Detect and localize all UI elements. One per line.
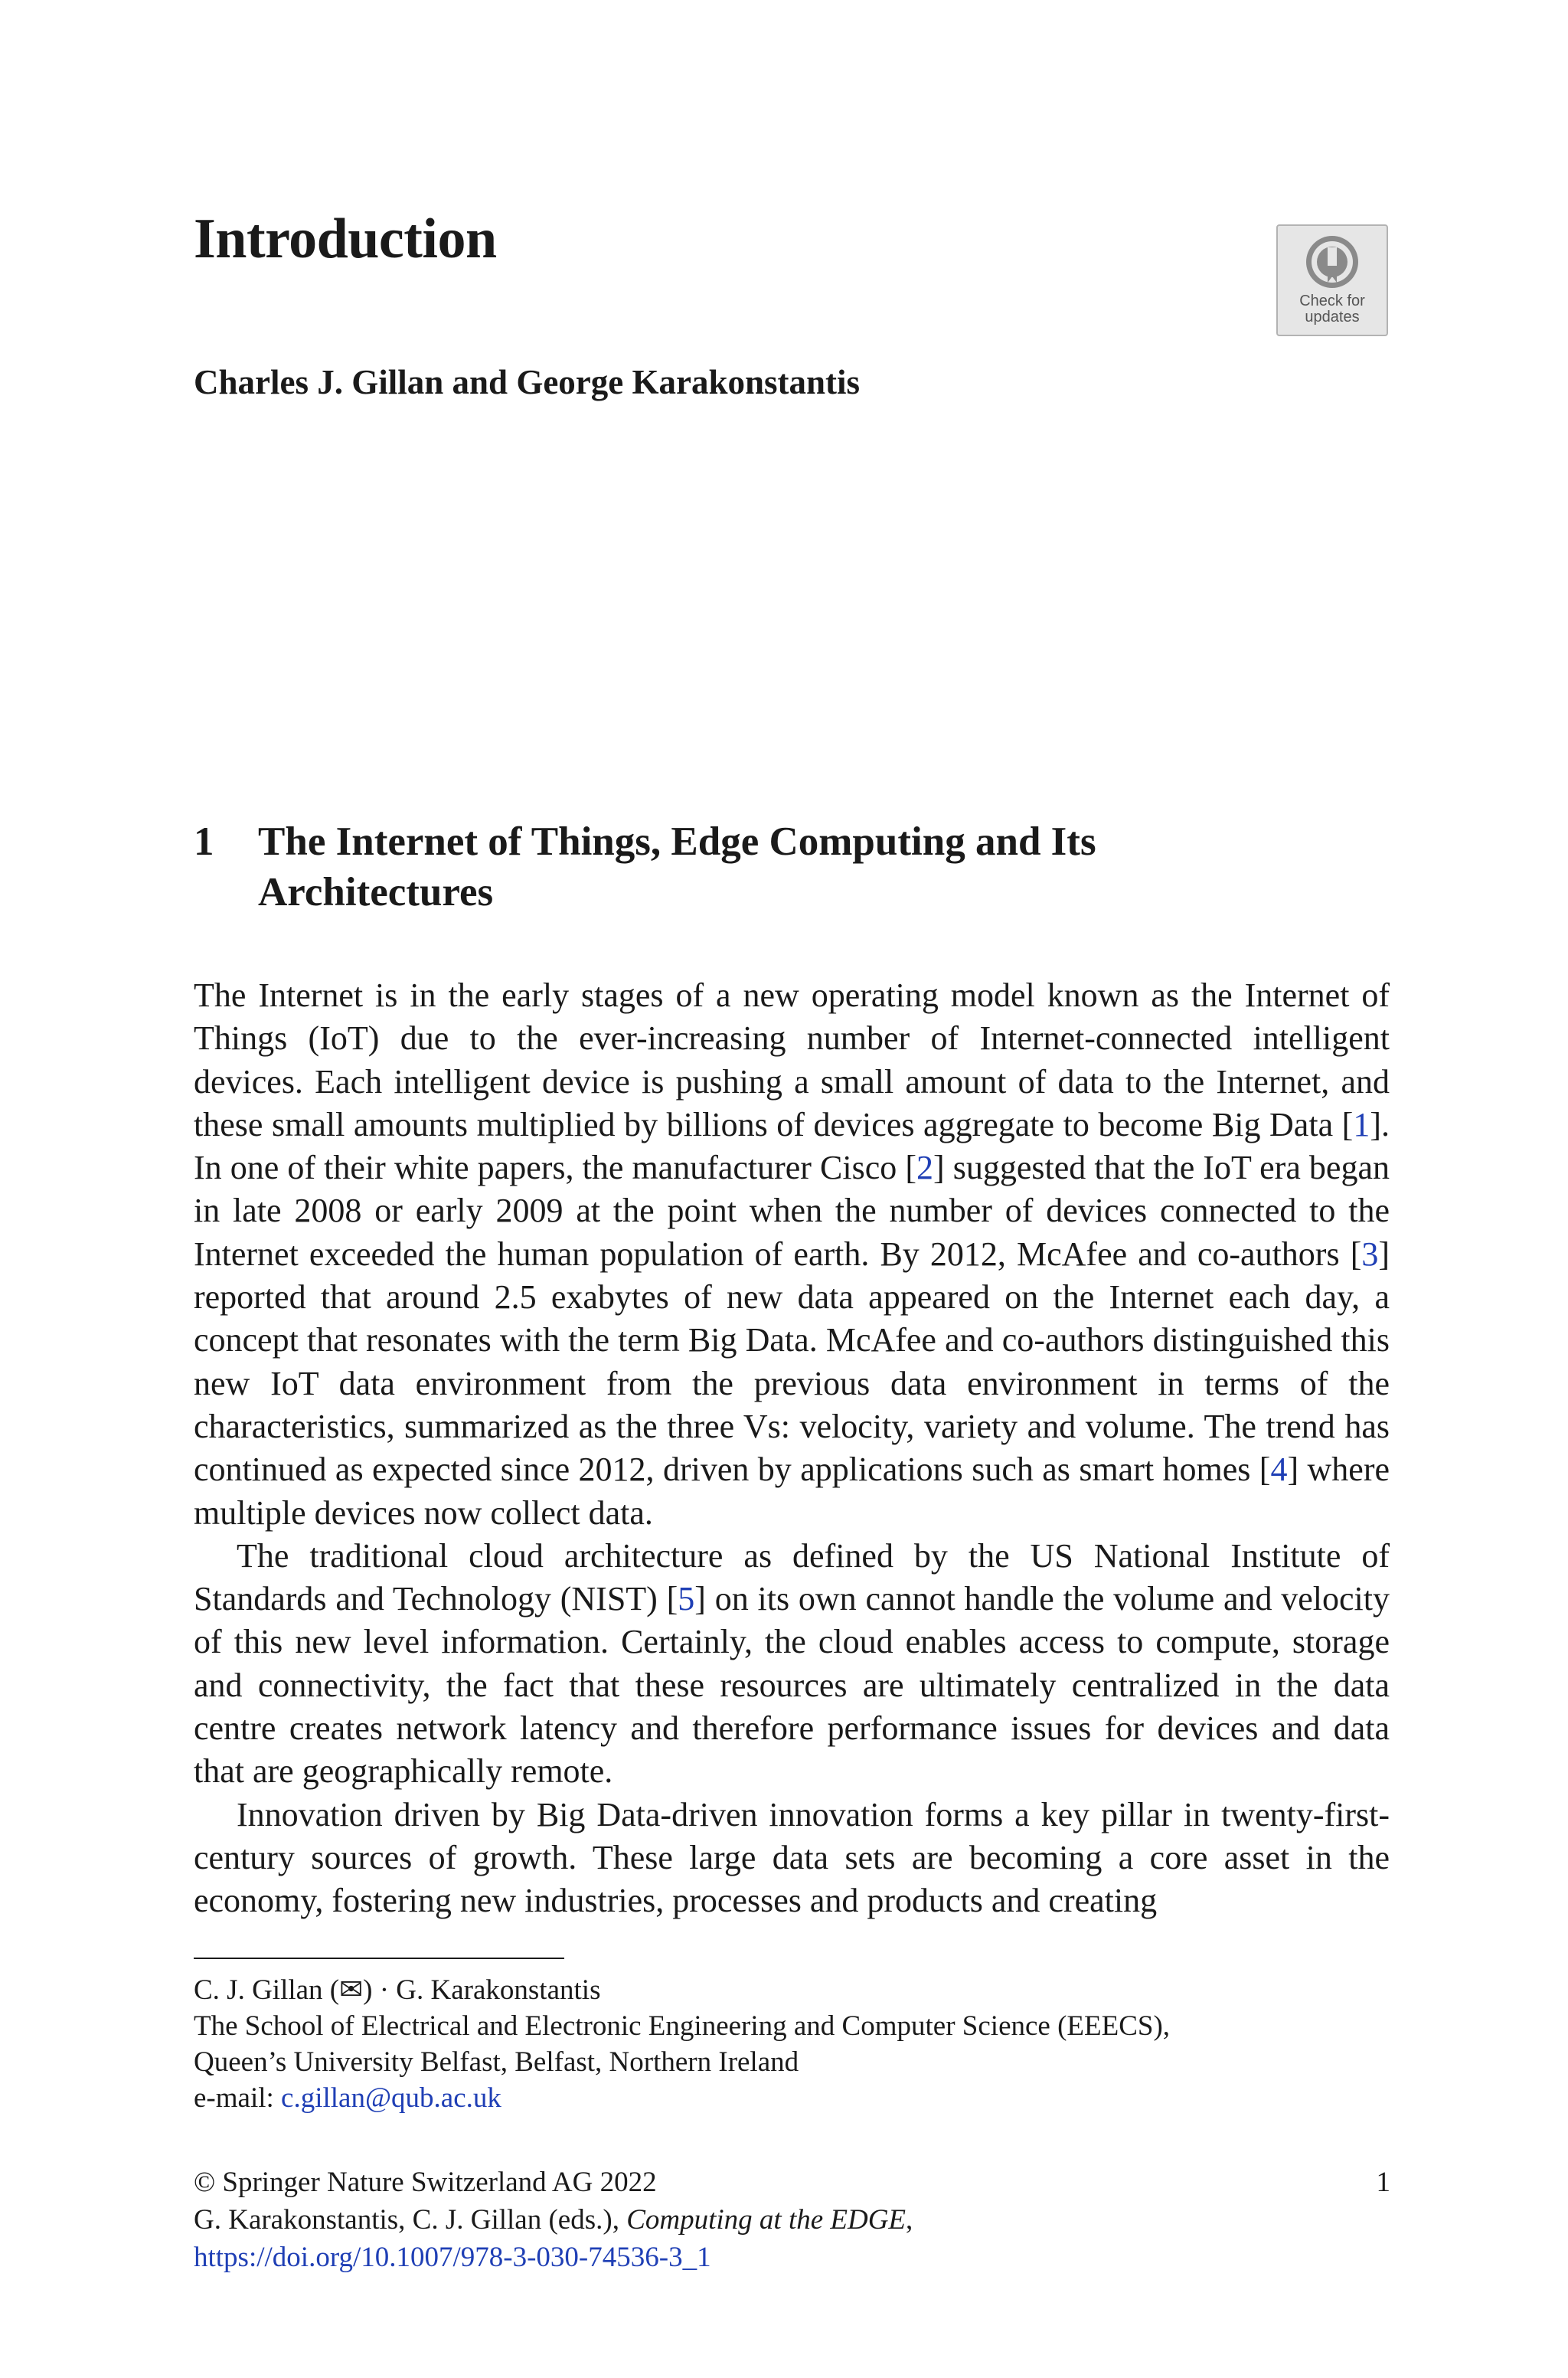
- paragraph-text: Innovation driven by Big Data-driven innovation forms a key pillar in twenty-first-century sources of growth. These large data sets are becoming a core asset in the economy, fostering new industries, processes and products and creating: [194, 1795, 1390, 1920]
- citation-link[interactable]: 5: [678, 1580, 695, 1618]
- envelope-icon: ✉: [339, 1974, 364, 2006]
- citation-editors: G. Karakonstantis, C. J. Gillan (eds.),: [194, 2204, 627, 2236]
- paragraph-text: ] on its own cannot handle the volume and velocity of this new level information. Certainly, the cloud enables access to compute, storage and connectivity, the fact that these resources are ultimately centralized in the data centre creates network latency and therefore performance issues for devices and data that are geographically remote.: [194, 1580, 1390, 1791]
- section-number: 1: [194, 819, 214, 864]
- copyright-block: [194, 2164, 1390, 2276]
- paragraph-text: The traditional cloud architecture as defined by the US National Institute of Standards and Technology (NIST) [: [194, 1536, 1390, 1618]
- paragraph: [194, 1535, 1390, 1794]
- chapter-title: Introduction: [194, 208, 497, 270]
- check-for-updates-badge[interactable]: [1276, 224, 1388, 336]
- body-text: [194, 974, 1390, 1923]
- copyright-line: © Springer Nature Switzerland AG 2022: [194, 2167, 657, 2198]
- paragraph-text: ] where multiple devices now collect data.: [194, 1451, 1390, 1532]
- paragraph-text: ]. In one of their white papers, the manufacturer Cisco [: [194, 1105, 1390, 1187]
- paragraph-text: ] suggested that the IoT era began in late 2008 or early 2009 at the point when the number of devices connected to the Internet exceeded the human population of earth. By 2012, McAfee and co-authors [: [194, 1149, 1390, 1273]
- paragraph-text: The Internet is in the early stages of a new operating model known as the Internet of Things (IoT) due to the ever-increasing number of Internet-connected intelligent devices. Each intelligent device is pushing a small amount of data to the Internet, and these small amounts multiplied by billions of devices aggregate to become Big Data [: [194, 976, 1390, 1143]
- email-label: e-mail:: [194, 2082, 282, 2114]
- citation-line: [194, 2201, 1390, 2239]
- footnote-divider: [194, 1958, 564, 1959]
- crossmark-label: [1278, 293, 1387, 325]
- author-affiliation-footnote: [194, 1972, 1390, 2116]
- chapter-authors: Charles J. Gillan and George Karakonstantis: [194, 363, 861, 401]
- paragraph: [194, 974, 1390, 1535]
- crossmark-badge-icon: [1304, 234, 1361, 290]
- crossmark-label-line2: updates: [1305, 309, 1360, 325]
- page-number: 1: [1376, 2167, 1390, 2198]
- citation-link[interactable]: 1: [1353, 1105, 1370, 1143]
- doi-link[interactable]: https://doi.org/10.1007/978-3-030-74536-3_1: [194, 2242, 711, 2273]
- footnote-authors-suffix: ) · G. Karakonstantis: [363, 1974, 601, 2006]
- footnote-affiliation-line2: Queen’s University Belfast, Belfast, Northern Ireland: [194, 2046, 799, 2078]
- book-title: Computing at the EDGE: [626, 2204, 906, 2236]
- footnote-email-line: [194, 2080, 1390, 2116]
- citation-link[interactable]: 3: [1361, 1235, 1379, 1273]
- crossmark-label-line1: Check for: [1299, 293, 1365, 309]
- footnote-affiliation-line1: The School of Electrical and Electronic Engineering and Computer Science (EEECS),: [194, 2010, 1171, 2042]
- footnote-authors-line: [194, 1972, 1390, 2008]
- footnote-authors-prefix: C. J. Gillan (: [194, 1974, 340, 2006]
- citation-link[interactable]: 4: [1270, 1451, 1288, 1489]
- section-title: The Internet of Things, Edge Computing and Its Architectures: [258, 819, 1096, 914]
- citation-link[interactable]: 2: [916, 1149, 934, 1187]
- email-link[interactable]: c.gillan@qub.ac.uk: [281, 2082, 501, 2114]
- paragraph-text: ] reported that around 2.5 exabytes of new data appeared on the Internet each day, a concept that resonates with the term Big Data. McAfee and co-authors distinguished this new IoT data environment from the previous data environment in terms of the characteristics, summarized as the three Vs: velocity, variety and volume. The trend has continued as expected since 2012, driven by applications such as smart homes [: [194, 1235, 1390, 1489]
- paragraph: [194, 1794, 1390, 1923]
- citation-suffix: ,: [906, 2204, 913, 2236]
